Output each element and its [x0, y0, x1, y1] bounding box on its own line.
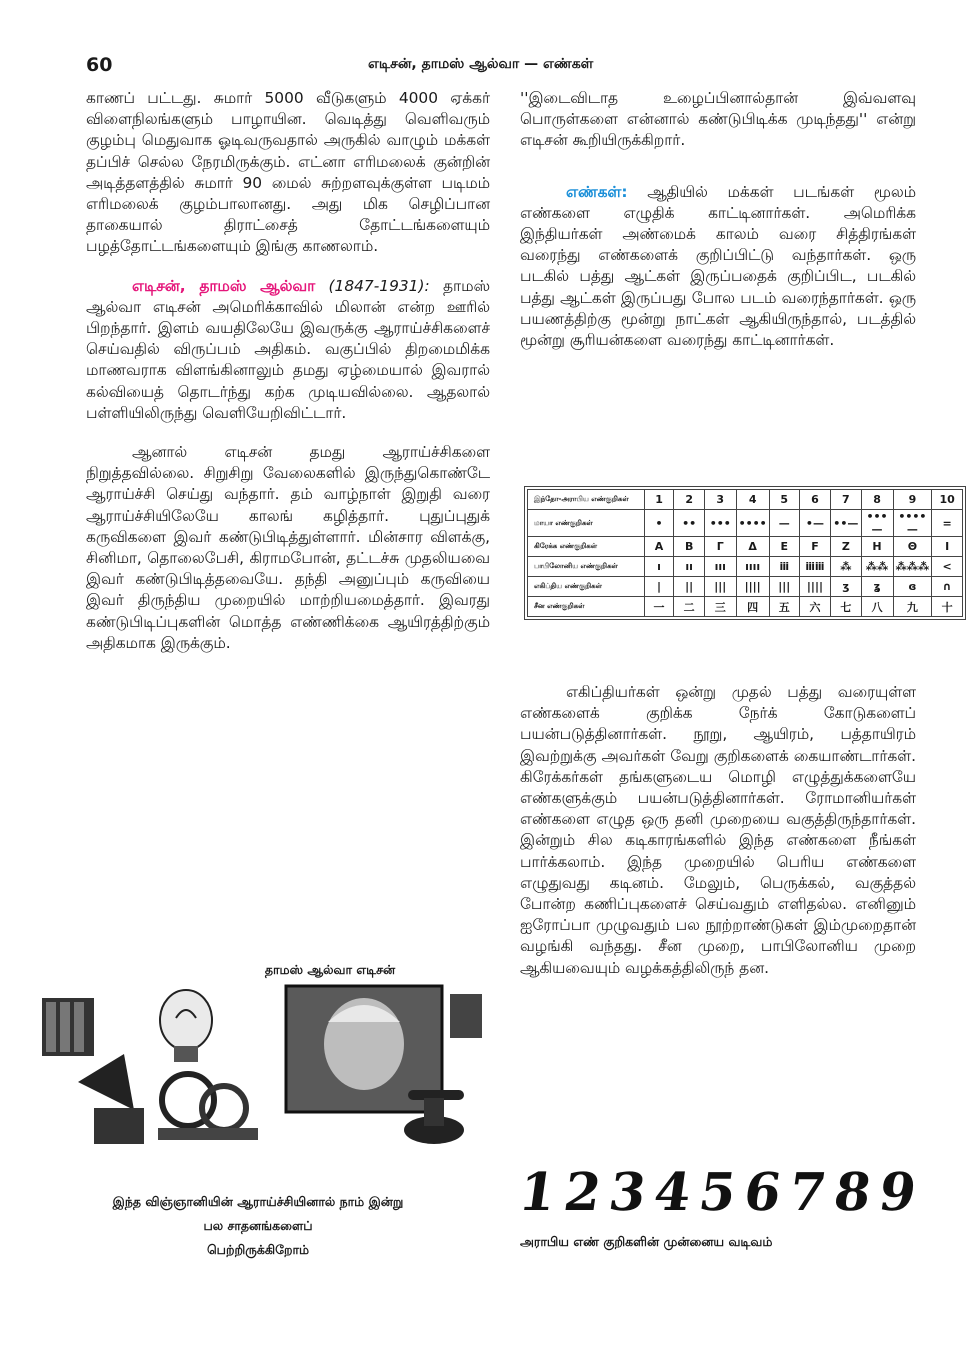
numeral-cell: ||| — [704, 577, 736, 597]
numeral-cell: 4 — [736, 490, 769, 510]
numeral-row — [528, 597, 963, 617]
numeral-row — [528, 537, 963, 557]
arabic-numeral: 4 — [650, 1162, 695, 1220]
portrait-title: தாமஸ் ஆல்வா எடிசன் — [264, 962, 396, 977]
numeral-cell: 6 — [799, 490, 830, 510]
numeral-cell: •••• — [736, 510, 769, 537]
numeral-cell: ıııı — [736, 557, 769, 577]
numeral-cell: ʓ — [861, 577, 893, 597]
projector-icon — [450, 994, 482, 1038]
numeral-cell: ııı — [704, 557, 736, 577]
numeral-row-label: எகிப்திய எண்குறிகள் — [528, 577, 645, 597]
numeral-cell: 八 — [861, 597, 893, 617]
numeral-cell: ʒ — [831, 577, 861, 597]
numeral-cell: 七 — [831, 597, 861, 617]
arabic-numerals-graphic — [516, 1160, 936, 1220]
numeral-cell: 10 — [932, 490, 963, 510]
numeral-cell: ⅲ — [769, 557, 799, 577]
arabic-numeral: 9 — [875, 1162, 920, 1220]
numbers-intro-text: ஆதியில் மக்கள் படங்கள் மூலம் எண்களை எழுதிக் காட்டினார்கள். அமெரிக்க இந்தியர்கள் அண்மைக் காலம் வரை சித்திரங்கள் வரைந்து எண்களைக் குறிப்பிட்டு வந்தார்கள். ஒரு படகில் பத்து ஆட்கள் இருப்பதைக் குறிப்பிட, படகில் பத்து ஆட்கள் இருப்பது போல படம் வரைந்தார்கள். ஒரு பயணத்திற்கு மூன்று நாட்கள் ஆகியிருந்தால், படத்தில் மூன்று சூரியன்களை வரைந்து காட்டினார்கள். — [520, 182, 916, 350]
left-column — [86, 88, 490, 672]
telephone-icon — [404, 1090, 464, 1144]
arabic-numeral: 2 — [560, 1162, 605, 1220]
numeral-cell: 1 — [644, 490, 674, 510]
numeral-cell: | — [644, 577, 674, 597]
numeral-cell: 二 — [674, 597, 704, 617]
numeral-cell: ⁂⁂⁂ — [893, 557, 932, 577]
numeral-cell: •••— — [861, 510, 893, 537]
numeral-cell: ••• — [704, 510, 736, 537]
numeral-cell: 7 — [831, 490, 861, 510]
paragraph-edison-research: ஆனால் எடிசன் தமது ஆராய்ச்சிகளை நிறுத்தவில்லை. சிறுசிறு வேலைகளில் இருந்துகொண்டே ஆராய்ச்சி செய்து வந்தார். தம் வாழ்நாள் இறுதி வரை ஆராய்ச்சியிலேயே காலங் கழித்தார். புதுப்புதுக் கருவிகளை இவர் கண்டுபிடித்துள்ளார். மின்சார விளக்கு, சினிமா, தொலைபேசி, கிராமபோன், தட்டச்சு முதலியவை இவர் கண்டுபிடித்தவையே. தந்தி அனுப்பும் கருவியை இவர் திருந்திய முறையில் மாற்றியமைத்தார். இவரது கண்டுபிடிப்புகளின் மொத்த எண்ணிக்கை ஆயிரத்திற்கும் அதிகமாக இருக்கும். — [86, 443, 490, 652]
numbers-heading: எண்கள்: — [566, 182, 628, 201]
numeral-cell: I — [932, 537, 963, 557]
numeral-cell: Z — [831, 537, 861, 557]
numeral-cell: ı — [644, 557, 674, 577]
numeral-cell: 四 — [736, 597, 769, 617]
numeral-cell: 9 — [893, 490, 932, 510]
numeral-cell: < — [932, 557, 963, 577]
numeral-cell: Δ — [736, 537, 769, 557]
dynamo-icon — [158, 1074, 258, 1140]
light-bulb-icon — [160, 990, 212, 1062]
numeral-cell: B — [674, 537, 704, 557]
numeral-cell: 六 — [799, 597, 830, 617]
numeral-cell: 2 — [674, 490, 704, 510]
numeral-row-label: பாபிலோனிய எண்குறிகள் — [528, 557, 645, 577]
numeral-cell: = — [932, 510, 963, 537]
edison-years: (1847-1931): — [328, 276, 430, 295]
edison-intro-text: தாமஸ் ஆல்வா எடிசன் அமெரிக்காவில் மிலான் என்ற ஊரில் பிறந்தார். இளம் வயதிலேயே இவருக்கு ஆராய்ச்சிகளைச் செய்வதில் விருப்பம் அதிகம். வகுப்பில் திறமைமிக்க மாணவராக விளங்கினாலும் தமது ஏழ்மையால் இவரால் கல்வியைத் தொடர்ந்து கற்க முடியவில்லை. ஆதலால் பள்ளியிலிருந்து வெளியேறிவிட்டார். — [86, 276, 490, 422]
battery-icon — [42, 998, 94, 1056]
numeral-cell: •— — [799, 510, 830, 537]
numeral-cell: E — [769, 537, 799, 557]
numeral-cell: 九 — [893, 597, 932, 617]
arabic-numeral: 8 — [830, 1162, 875, 1220]
early-arabic-numerals — [516, 1160, 936, 1220]
numeral-cell: •• — [674, 510, 704, 537]
inventions-illustration — [38, 982, 486, 1150]
numeral-cell: ∩ — [932, 577, 963, 597]
arabic-numeral: 6 — [740, 1162, 785, 1220]
numeral-row-label: மாயா எண்குறிகள் — [528, 510, 645, 537]
numeral-cell: A — [644, 537, 674, 557]
numeral-cell: 十 — [932, 597, 963, 617]
numeral-cell: ıı — [674, 557, 704, 577]
numeral-cell: H — [861, 537, 893, 557]
caption-line-1: இந்த விஞ்ஞானியின் ஆராய்ச்சியினால் நாம் இன்று — [112, 1194, 404, 1209]
numeral-cell: Γ — [704, 537, 736, 557]
numeral-row — [528, 510, 963, 537]
numeral-cell: 三 — [704, 597, 736, 617]
numeral-cell: ɞ — [893, 577, 932, 597]
arabic-numeral: 3 — [605, 1162, 650, 1220]
right-column-top — [520, 88, 916, 369]
numeral-cell: ||| — [769, 577, 799, 597]
numeral-cell: |||| — [736, 577, 769, 597]
edison-quote: ''இடைவிடாத உழைப்பினால்தான் இவ்வளவு பொருள்களை என்னால் கண்டுபிடிக்க முடிந்தது'' என்று எடிசன் கூறியிருக்கிறார். — [520, 89, 916, 150]
numeral-row — [528, 557, 963, 577]
numeral-cell: ⅲⅲ — [799, 557, 830, 577]
illustration-caption — [30, 1190, 486, 1262]
numeral-cell: ••— — [831, 510, 861, 537]
paragraph-volcano: காணப் பட்டது. சுமார் 5000 வீடுகளும் 4000 ஏக்கர் விளைநிலங்களும் பாழாயின. வெடித்து வெளிவரும் குழம்பு மெதுவாக ஓடிவருவதால் அருகில் வாழும் மக்கள் தப்பிச் செல்ல நேரமிருக்கும். எட்னா எரிமலைக் குன்றின் அடித்தளத்தில் சுமார் 90 மைல் சுற்றளவுக்குள்ள படிமம் எரிமலைக் குழம்பாலானது. அது மிக செழிப்பான தாகையால் திராட்சைத் தோட்டங்களையும் பழத்தோட்டங்களையும் இங்கு காணலாம். — [86, 89, 490, 256]
right-column-bottom — [520, 682, 916, 997]
numeral-cell: 5 — [769, 490, 799, 510]
numeral-cell: ⁂⁂ — [861, 557, 893, 577]
numeral-row — [528, 577, 963, 597]
numeral-cell: |||| — [799, 577, 830, 597]
numeral-cell: ••••— — [893, 510, 932, 537]
running-head: எடிசன், தாமஸ் ஆல்வா — எண்கள் — [368, 56, 594, 72]
numeral-row-label: இந்தோ-அராபிய எண்குறிகள் — [528, 490, 645, 510]
caption-line-2: பல சாதனங்களைப் — [203, 1218, 313, 1233]
arabic-numeral: 7 — [785, 1162, 830, 1220]
numeral-systems-table — [527, 489, 963, 617]
numeral-cell: 8 — [861, 490, 893, 510]
numeral-cell: || — [674, 577, 704, 597]
numeral-cell: Θ — [893, 537, 932, 557]
numeral-cell: • — [644, 510, 674, 537]
numeral-row-label: கிரேக்க எண்குறிகள் — [528, 537, 645, 557]
numeral-row — [528, 490, 963, 510]
numeral-cell: 一 — [644, 597, 674, 617]
numeral-cell: — — [769, 510, 799, 537]
numeral-cell: 五 — [769, 597, 799, 617]
paragraph-numbers-intro — [520, 182, 916, 352]
gramophone-icon — [78, 1054, 144, 1144]
paragraph-edison-intro — [86, 276, 490, 424]
numeral-systems-table-frame — [524, 486, 966, 620]
numeral-cell: 3 — [704, 490, 736, 510]
arabic-numeral: 1 — [516, 1162, 560, 1220]
numeral-cell: F — [799, 537, 830, 557]
paragraph-numbers-history: எகிப்தியர்கள் ஒன்று முதல் பத்து வரையுள்ள எண்களைக் குறிக்க நேர்க் கோடுகளைப் பயன்படுத்தினார்கள். நூறு, ஆயிரம், பத்தாயிரம் இவற்றுக்கு அவர்கள் வேறு குறிகளைக் கையாண்டார்கள். கிரேக்கர்கள் தங்களுடைய மொழி எழுத்துக்களையே எண்களுக்கும் பயன்படுத்தினார்கள். ரோமானியர்கள் எண்களை எழுத ஒரு தனி முறையை வகுத்திருந்தார்கள். இன்றும் சில கடிகாரங்களில் இந்த எண்களை நீங்கள் பார்க்கலாம். இந்த முறையில் பெரிய எண்களை எழுதுவது கடினம். மேலும், பெருக்கல், வகுத்தல் போன்ற கணிப்புகளைச் செய்வதும் எளிதல்ல. எனினும் ஐரோப்பா முழுவதும் பல நூற்றாண்டுகள் இம்முறைதான் வழங்கி வந்தது. சீன முறை, பாபிலோனிய முறை ஆகியவையும் வழக்கத்திலிருந் தன. — [520, 683, 916, 977]
caption-line-3: பெற்றிருக்கிறோம் — [206, 1242, 310, 1257]
numeral-row-label: சீன எண்குறிகள் — [528, 597, 645, 617]
page-number: 60 — [86, 54, 113, 76]
arabic-numeral: 5 — [695, 1162, 740, 1220]
arabic-numerals-caption: அராபிய எண் குறிகளின் முன்னைய வடிவம் — [520, 1234, 773, 1249]
edison-heading: எடிசன், தாமஸ் ஆல்வா — [132, 276, 316, 295]
numeral-cell: ⁂ — [831, 557, 861, 577]
